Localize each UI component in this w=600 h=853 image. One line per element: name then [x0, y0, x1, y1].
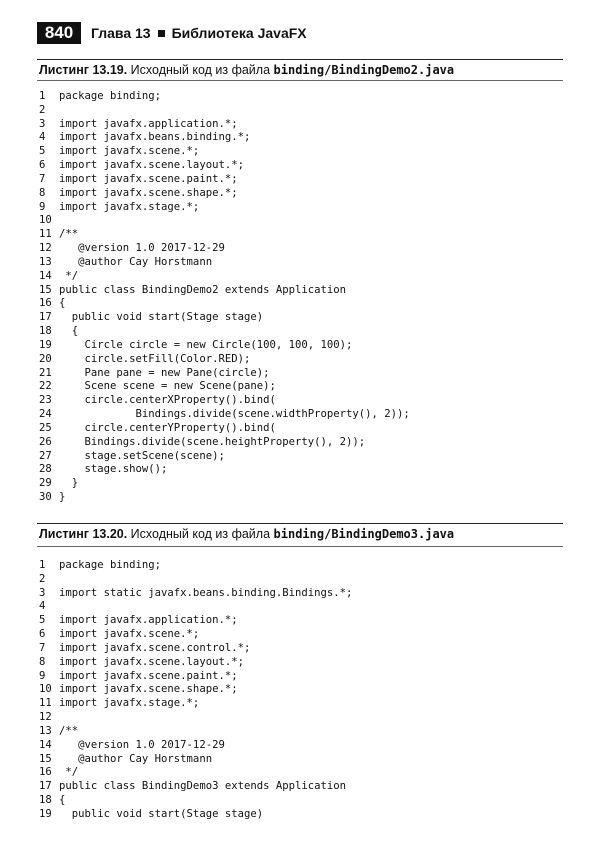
code-line: [39, 145, 410, 159]
code-text: public class BindingDemo3 extends Application: [59, 780, 347, 793]
code-text: import javafx.application.*;: [59, 117, 238, 130]
code-line: [39, 683, 352, 697]
code-line: [39, 436, 410, 450]
code-text: */: [59, 766, 79, 779]
code-line: [39, 808, 352, 822]
listing-caption-text: Исходный код из файла: [127, 527, 274, 541]
code-listing: [39, 90, 410, 505]
line-number: 25: [39, 421, 52, 434]
line-number: 13: [39, 724, 52, 737]
code-line: [39, 725, 352, 739]
line-number: 17: [39, 780, 52, 793]
code-line: [39, 90, 410, 104]
code-text: public void start(Stage stage): [59, 807, 264, 820]
code-text: import javafx.stage.*;: [59, 200, 200, 213]
code-text: @author Cay Horstmann: [59, 752, 213, 765]
code-line: [39, 311, 410, 325]
code-text: import javafx.application.*;: [59, 614, 238, 627]
code-line: [39, 463, 410, 477]
code-line: [39, 573, 352, 587]
code-line: [39, 614, 352, 628]
line-number: 11: [39, 228, 52, 241]
listing-divider: [37, 546, 563, 547]
code-text: package binding;: [59, 90, 162, 102]
code-line: [39, 766, 352, 780]
code-line: [39, 450, 410, 464]
listing-divider: [37, 523, 563, 524]
line-number: 14: [39, 269, 52, 282]
code-text: }: [59, 491, 66, 504]
code-text: circle.centerXProperty().bind(: [59, 394, 276, 407]
code-text: import javafx.scene.layout.*;: [59, 159, 244, 172]
line-number: 6: [39, 628, 46, 641]
line-number: 18: [39, 794, 52, 807]
line-number: 16: [39, 766, 52, 779]
code-text: {: [59, 297, 66, 310]
line-number: 19: [39, 807, 52, 820]
line-number: 8: [39, 186, 46, 199]
code-text: @author Cay Horstmann: [59, 255, 213, 268]
line-number: 12: [39, 711, 52, 724]
code-line: [39, 559, 352, 573]
line-number: 14: [39, 738, 52, 751]
code-line: [39, 753, 352, 767]
line-number: 15: [39, 283, 52, 296]
code-text: import static javafx.beans.binding.Bindings.*;: [59, 586, 353, 599]
code-line: [39, 270, 410, 284]
code-text: Pane pane = new Pane(circle);: [59, 366, 270, 379]
code-text: import javafx.scene.*;: [59, 145, 200, 158]
code-line: [39, 339, 410, 353]
listing-caption-text: Исходный код из файла: [127, 63, 274, 77]
code-line: [39, 367, 410, 381]
listing-caption: [39, 63, 454, 77]
listing-label: Листинг 13.20.: [39, 527, 128, 541]
code-text: Circle circle = new Circle(100, 100, 100);: [59, 338, 353, 351]
listing-caption: [39, 527, 454, 541]
line-number: 9: [39, 669, 46, 682]
line-number: 3: [39, 117, 46, 130]
code-line: [39, 394, 410, 408]
code-line: [39, 794, 352, 808]
line-number: 5: [39, 145, 46, 158]
code-text: import javafx.scene.control.*;: [59, 641, 251, 654]
code-line: [39, 600, 352, 614]
line-number: 2: [39, 572, 46, 585]
line-number: 13: [39, 255, 52, 268]
line-number: 2: [39, 103, 46, 116]
code-line: [39, 697, 352, 711]
code-text: import javafx.beans.binding.*;: [59, 131, 251, 144]
code-line: [39, 656, 352, 670]
code-text: public class BindingDemo2 extends Application: [59, 283, 347, 296]
code-text: circle.setFill(Color.RED);: [59, 352, 251, 365]
code-line: [39, 477, 410, 491]
code-line: [39, 408, 410, 422]
code-line: [39, 491, 410, 505]
line-number: 3: [39, 586, 46, 599]
line-number: 6: [39, 159, 46, 172]
code-line: [39, 422, 410, 436]
page-number: 840: [37, 22, 81, 44]
line-number: 30: [39, 491, 52, 504]
line-number: 11: [39, 697, 52, 710]
code-line: [39, 104, 410, 118]
listing-filename: binding/BindingDemo2.java: [273, 63, 455, 77]
code-line: [39, 587, 352, 601]
code-text: stage.show();: [59, 463, 168, 476]
code-text: stage.setScene(scene);: [59, 449, 225, 462]
code-line: [39, 256, 410, 270]
line-number: 4: [39, 600, 46, 613]
line-number: 19: [39, 338, 52, 351]
line-number: 8: [39, 655, 46, 668]
code-text: Scene scene = new Scene(pane);: [59, 380, 276, 393]
code-line: [39, 670, 352, 684]
code-line: [39, 780, 352, 794]
code-text: import javafx.scene.shape.*;: [59, 683, 238, 696]
code-line: [39, 187, 410, 201]
code-line: [39, 159, 410, 173]
code-line: [39, 711, 352, 725]
square-bullet-icon: [158, 30, 165, 37]
line-number: 7: [39, 172, 46, 185]
running-header: [37, 22, 563, 44]
code-line: [39, 353, 410, 367]
code-text: import javafx.scene.paint.*;: [59, 669, 238, 682]
code-line: [39, 118, 410, 132]
line-number: 17: [39, 311, 52, 324]
code-text: /**: [59, 228, 79, 241]
code-line: [39, 325, 410, 339]
line-number: 4: [39, 131, 46, 144]
chapter-title: Библиотека JavaFX: [171, 25, 307, 41]
line-number: 15: [39, 752, 52, 765]
listing-divider: [37, 59, 563, 60]
listing-filename: binding/BindingDemo3.java: [273, 527, 455, 541]
code-text: import javafx.scene.*;: [59, 628, 200, 641]
line-number: 22: [39, 380, 52, 393]
code-line: [39, 642, 352, 656]
code-text: import javafx.scene.layout.*;: [59, 655, 244, 668]
code-text: {: [59, 794, 66, 807]
listing-divider: [37, 80, 563, 81]
code-line: [39, 201, 410, 215]
code-text: */: [59, 269, 79, 282]
code-text: }: [59, 477, 79, 490]
line-number: 26: [39, 435, 52, 448]
code-line: [39, 242, 410, 256]
code-text: {: [59, 325, 79, 338]
line-number: 10: [39, 214, 52, 227]
code-line: [39, 739, 352, 753]
code-text: Bindings.divide(scene.heightProperty(), 2));: [59, 435, 366, 448]
code-line: [39, 228, 410, 242]
code-text: circle.centerYProperty().bind(: [59, 421, 276, 434]
line-number: 9: [39, 200, 46, 213]
listing-label: Листинг 13.19.: [39, 63, 128, 77]
line-number: 7: [39, 641, 46, 654]
line-number: 20: [39, 352, 52, 365]
line-number: 28: [39, 463, 52, 476]
code-text: import javafx.stage.*;: [59, 697, 200, 710]
code-line: [39, 284, 410, 298]
line-number: 23: [39, 394, 52, 407]
line-number: 29: [39, 477, 52, 490]
code-line: [39, 214, 410, 228]
code-text: public void start(Stage stage): [59, 311, 264, 324]
code-text: import javafx.scene.paint.*;: [59, 172, 238, 185]
line-number: 10: [39, 683, 52, 696]
line-number: 18: [39, 325, 52, 338]
line-number: 5: [39, 614, 46, 627]
chapter-label: Глава 13: [91, 25, 151, 41]
line-number: 21: [39, 366, 52, 379]
code-text: package binding;: [59, 559, 162, 571]
line-number: 1: [39, 90, 46, 102]
line-number: 12: [39, 242, 52, 255]
running-head-text: [91, 22, 307, 44]
line-number: 24: [39, 408, 52, 421]
code-text: /**: [59, 724, 79, 737]
code-line: [39, 628, 352, 642]
code-text: @version 1.0 2017-12-29: [59, 738, 225, 751]
code-line: [39, 297, 410, 311]
code-line: [39, 173, 410, 187]
code-listing: [39, 559, 352, 822]
line-number: 16: [39, 297, 52, 310]
code-line: [39, 131, 410, 145]
code-line: [39, 380, 410, 394]
code-text: @version 1.0 2017-12-29: [59, 242, 225, 255]
code-text: Bindings.divide(scene.widthProperty(), 2));: [59, 408, 410, 421]
code-text: import javafx.scene.shape.*;: [59, 186, 238, 199]
line-number: 1: [39, 559, 46, 571]
line-number: 27: [39, 449, 52, 462]
